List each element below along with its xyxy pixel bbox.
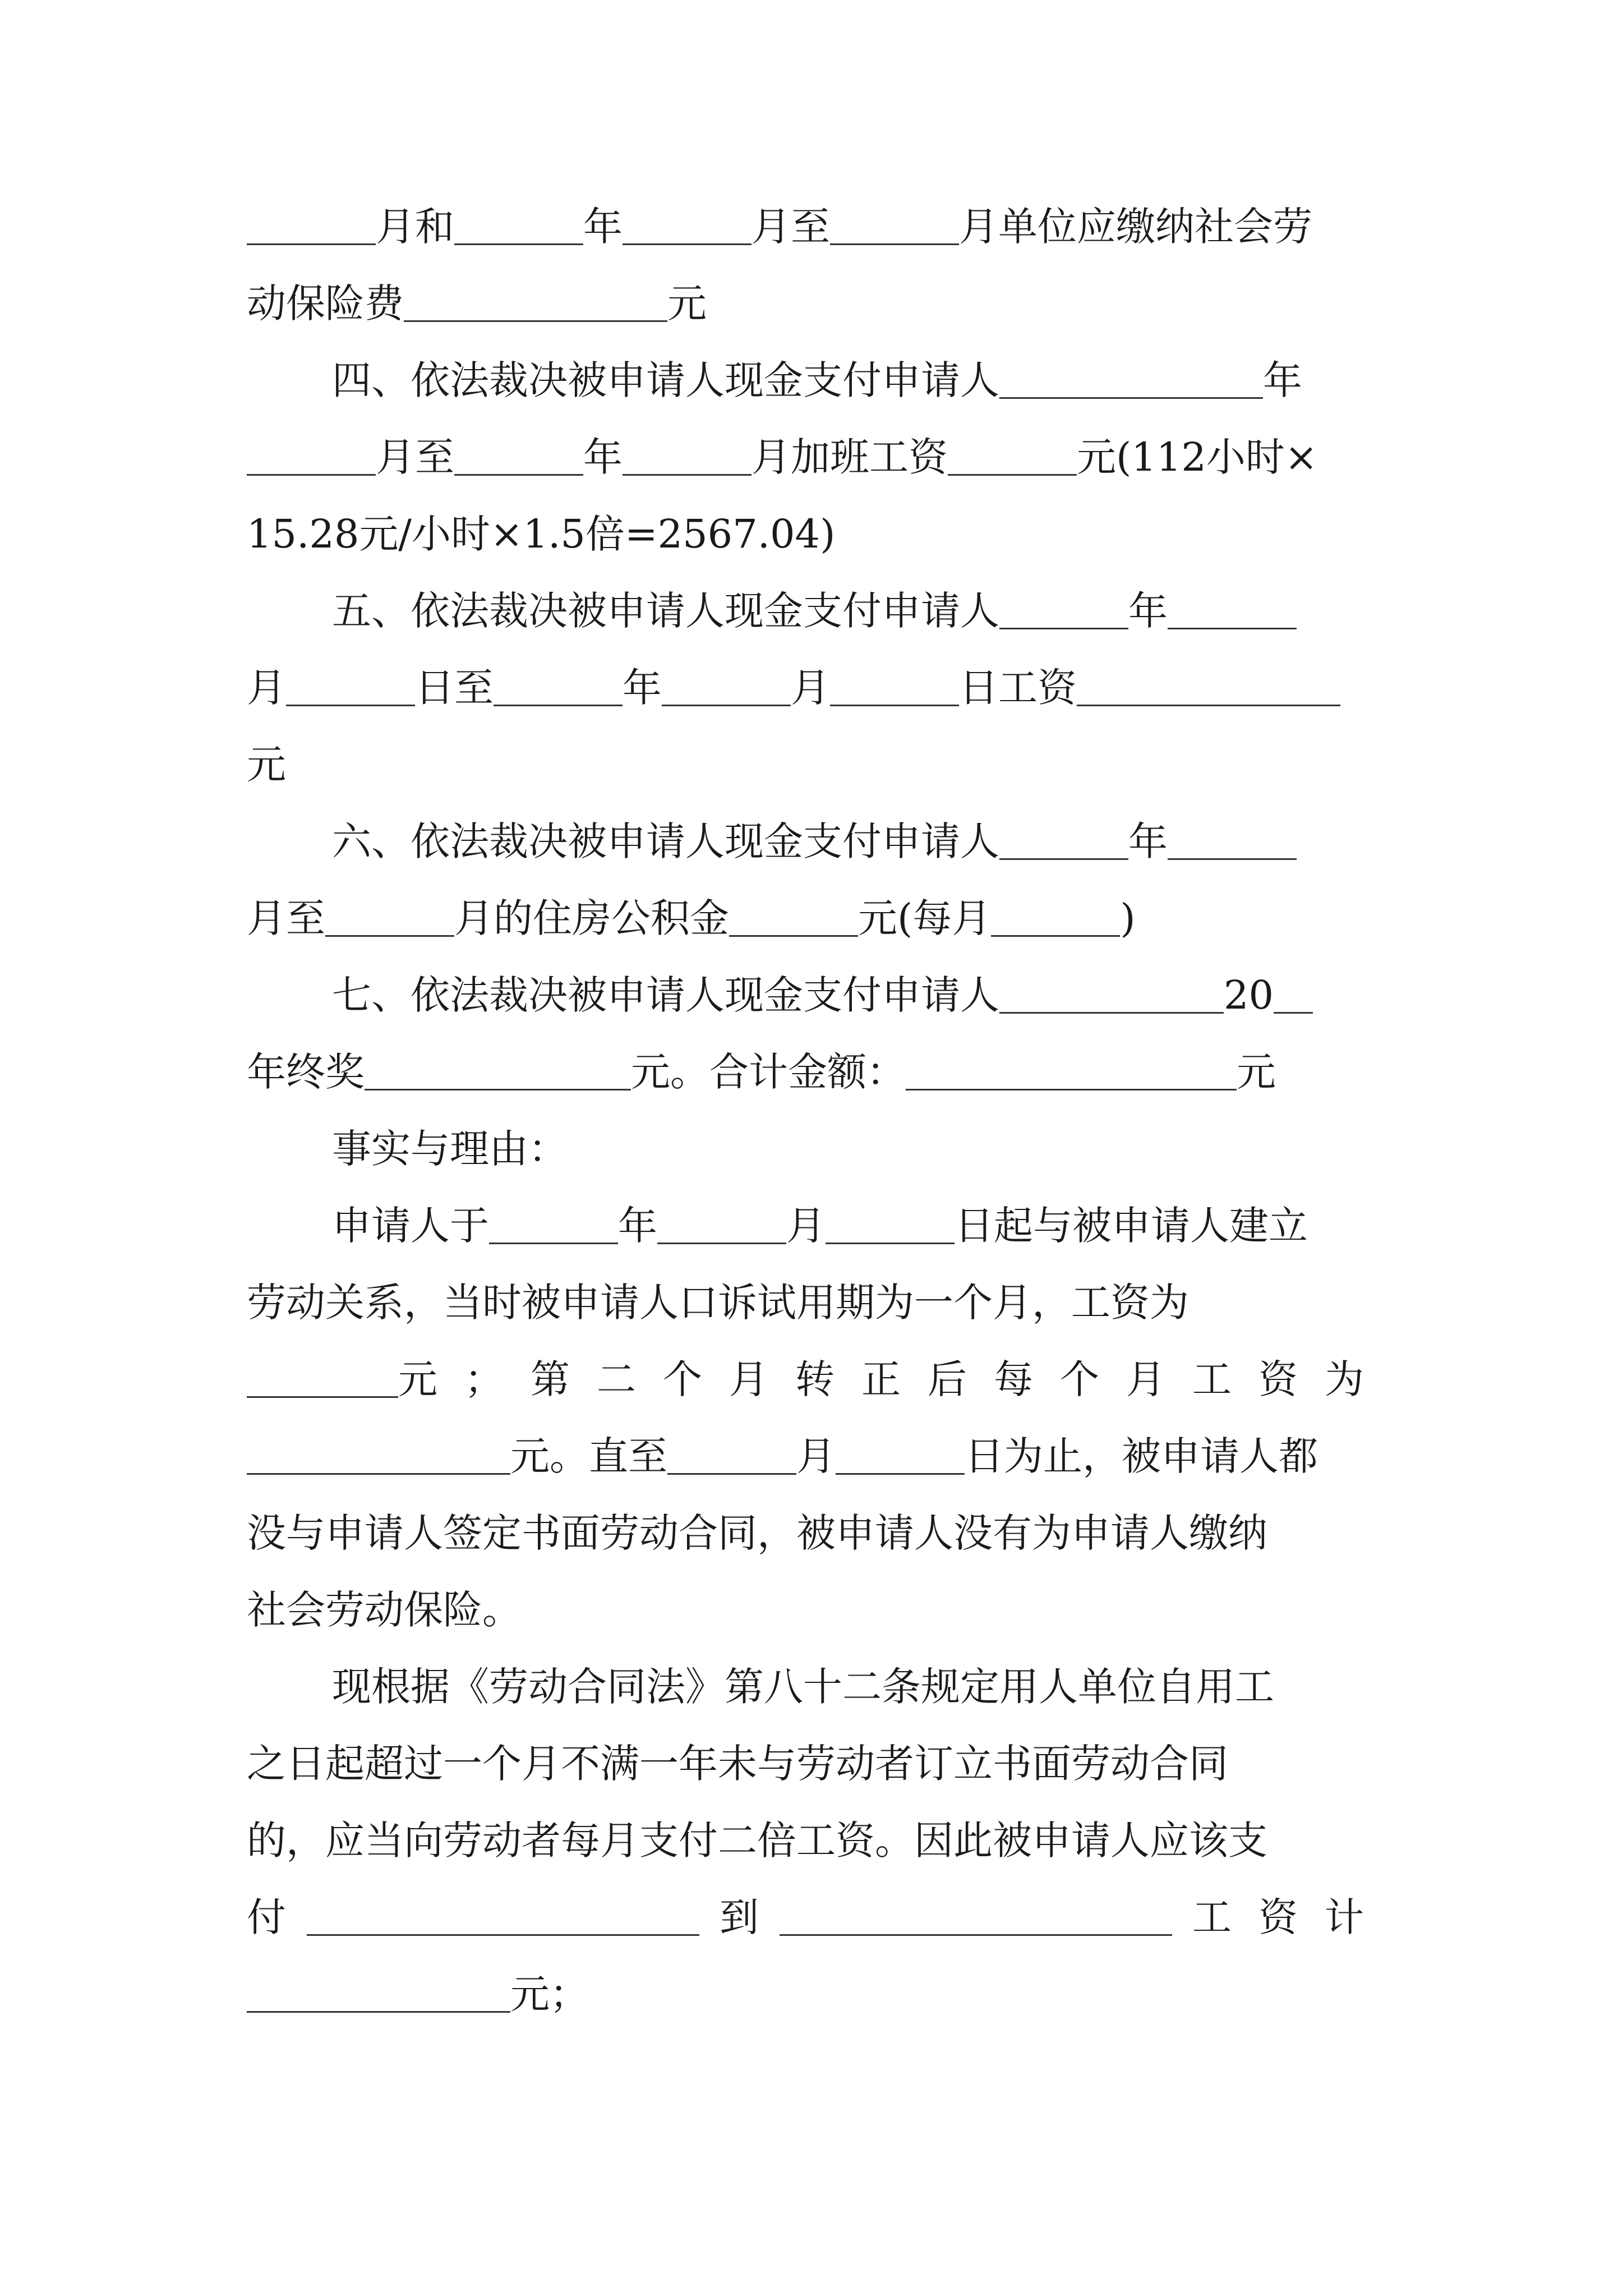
text-segment: ) [1120, 895, 1136, 941]
text-segment: 到 [720, 1894, 759, 1940]
blank-field [826, 1208, 955, 1244]
text-line-7 [247, 650, 1391, 726]
text-line-11 [247, 957, 1391, 1034]
blank-field [247, 439, 376, 476]
blank-field [247, 209, 376, 245]
text-segment: 元。合计金额： [631, 1049, 906, 1095]
text-line-15 [247, 1264, 1391, 1341]
text-line-6 [247, 573, 1391, 650]
text-segment: 付 [247, 1894, 286, 1940]
blank-field [667, 1438, 796, 1475]
text-line-19 [247, 1572, 1391, 1649]
text-segment: 五、依法裁决被申请人现金支付申请人 [332, 588, 999, 634]
text-segment: 年 [1128, 588, 1168, 634]
text-segment: 元(每月 [858, 895, 992, 941]
text-segment: 元； [510, 1971, 589, 2017]
text-segment: 20 [1224, 972, 1274, 1018]
text-line-22 [247, 1802, 1391, 1879]
blank-field [1274, 977, 1313, 1014]
blank-field [247, 1976, 510, 2013]
text-segment: 现根据《劳动合同法》第八十二条规定用人单位自用工 [332, 1664, 1274, 1710]
blank-field [729, 900, 858, 937]
blank-field [948, 439, 1077, 476]
text-segment: 没与申请人签定书面劳动合同，被申请人没有为申请人缴纳 [247, 1510, 1267, 1556]
blank-field [999, 362, 1263, 399]
blank-field [906, 1054, 1237, 1091]
blank-field [657, 1208, 786, 1244]
text-segment: 月 [786, 1203, 826, 1249]
text-segment: 月加班工资 [751, 434, 948, 480]
blank-field [780, 1899, 1172, 1936]
text-segment: 年 [583, 434, 623, 480]
text-line-5 [247, 496, 1391, 573]
text-segment: 动保险费 [247, 280, 404, 326]
text-line-3 [247, 342, 1391, 419]
text-segment: 之日起超过一个月不满一年未与劳动者订立书面劳动合同 [247, 1741, 1228, 1787]
text-segment: 年终奖 [247, 1049, 365, 1095]
text-line-8 [247, 726, 1391, 803]
text-line-17 [247, 1418, 1391, 1495]
text-segment: 工资计 [1192, 1894, 1391, 1940]
text-line-18 [247, 1495, 1391, 1572]
blank-field [1168, 593, 1297, 629]
blank-field [454, 439, 583, 476]
text-segment: 四、依法裁决被申请人现金支付申请人 [332, 357, 999, 403]
text-segment: 申请人于 [332, 1203, 489, 1249]
text-line-4 [247, 419, 1391, 496]
blank-field [494, 670, 623, 706]
blank-field [836, 1438, 965, 1475]
text-segment: 六、依法裁决被申请人现金支付申请人 [332, 818, 999, 864]
blank-field [999, 823, 1128, 860]
text-segment: 日工资 [959, 665, 1077, 711]
text-segment: 月的住房公积金 [454, 895, 729, 941]
blank-field [404, 286, 667, 322]
blank-field [999, 593, 1128, 629]
text-segment: 劳动关系，当时被申请人口诉试用期为一个月，工资为 [247, 1280, 1189, 1326]
text-line-10 [247, 880, 1391, 957]
blank-field [1077, 670, 1340, 706]
text-line-12 [247, 1034, 1391, 1111]
blank-field [247, 1438, 510, 1475]
text-segment: 年 [618, 1203, 657, 1249]
text-line-21 [247, 1726, 1391, 1802]
blank-field [623, 439, 751, 476]
text-segment: 年 [1263, 357, 1302, 403]
text-line-24 [247, 1956, 1391, 2033]
text-line-20 [247, 1649, 1391, 1726]
text-segment: 年 [1128, 818, 1168, 864]
text-segment: 元 [667, 280, 707, 326]
blank-field [623, 209, 751, 245]
text-segment: 七、依法裁决被申请人现金支付申请人 [332, 972, 999, 1018]
text-segment: 日至 [415, 665, 494, 711]
text-segment: 社会劳动保险。 [247, 1587, 522, 1633]
text-segment: 元(112小时× [1077, 434, 1318, 480]
text-segment: 年 [623, 665, 662, 711]
blank-field [365, 1054, 631, 1091]
text-segment: 月至 [376, 434, 454, 480]
text-line-16 [247, 1341, 1391, 1418]
text-segment: 月 [791, 665, 830, 711]
text-segment: 日为止，被申请人都 [965, 1433, 1318, 1479]
text-segment: 事实与理由： [332, 1126, 568, 1172]
blank-field [830, 209, 959, 245]
blank-field [999, 977, 1224, 1014]
text-line-9 [247, 803, 1391, 880]
blank-field [830, 670, 959, 706]
text-segment: 的，应当向劳动者每月支付二倍工资。因此被申请人应该支 [247, 1818, 1267, 1864]
blank-field [247, 1361, 398, 1398]
blank-field [325, 900, 454, 937]
section-heading [247, 1111, 1391, 1188]
blank-field [286, 670, 415, 706]
text-segment: 元。直至 [510, 1433, 667, 1479]
blank-field [307, 1899, 699, 1936]
document-body [247, 188, 1391, 2033]
text-segment: 年 [583, 204, 623, 250]
text-line-2 [247, 265, 1391, 342]
text-segment: 元 [247, 742, 286, 788]
text-line-1 [247, 188, 1391, 265]
blank-field [1168, 823, 1297, 860]
text-line-14 [247, 1188, 1391, 1264]
blank-field [991, 900, 1120, 937]
text-segment: 月至 [247, 895, 325, 941]
text-segment: 日起与被申请人建立 [955, 1203, 1308, 1249]
text-segment: 元 [1237, 1049, 1276, 1095]
text-segment: 月和 [376, 204, 454, 250]
text-segment: 元；第二个月转正后每个月工资为 [398, 1356, 1391, 1402]
blank-field [489, 1208, 618, 1244]
text-segment: 月单位应缴纳社会劳 [959, 204, 1312, 250]
blank-field [662, 670, 791, 706]
blank-field [454, 209, 583, 245]
text-segment: 月 [796, 1433, 836, 1479]
text-segment: 15.28元/小时×1.5倍=2567.04) [247, 511, 836, 557]
text-segment: 月至 [751, 204, 830, 250]
text-segment: 月 [247, 665, 286, 711]
text-line-23 [247, 1879, 1391, 1956]
